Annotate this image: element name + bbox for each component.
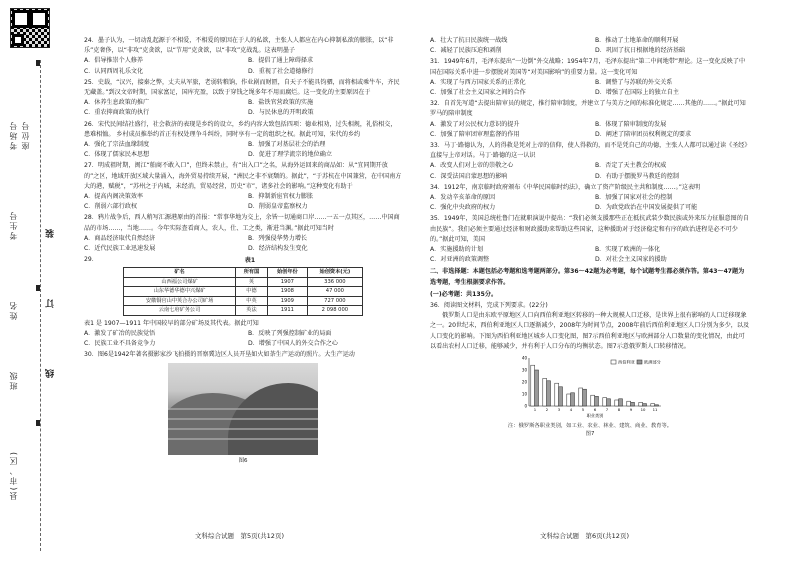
x-tick-label: 10 — [640, 407, 646, 413]
question-26 — [84, 120, 402, 161]
question-stem: 28．鸦片战争后，西人稍写汇源港原由的首报：“常事华地为交上，余皆一切通商口岸……一五一点其区，……中国商品的市场……，当地……。今年实际查看商人，农人，仕、工之类，渐进当渊。”据此可知当时 — [84, 214, 400, 232]
question-35 — [430, 214, 750, 265]
bar-b — [643, 404, 647, 406]
option-a: A．实施援助的计划 — [430, 246, 483, 254]
question-25 — [84, 78, 402, 119]
option-d: D．促进了理学流宗的地位确立 — [248, 151, 332, 159]
option-c: C．减轻了民族压迫和剥削 — [430, 47, 502, 55]
bar-b — [547, 381, 551, 406]
table-header: 所有国 — [236, 268, 268, 277]
bar-b — [559, 387, 563, 406]
bar-a — [651, 404, 655, 406]
legend-label: 西伯利亚 — [618, 359, 635, 365]
option-c: C．重农抑商政策的执行 — [84, 109, 150, 117]
option-a: A．休养生息政策的推广 — [84, 99, 150, 107]
table-header: 始创年份 — [267, 268, 307, 277]
left-column — [84, 36, 402, 468]
table-cell: 1908 — [267, 287, 307, 296]
option-a: A．商品经济取代自然经济 — [84, 234, 156, 242]
bar-b — [571, 393, 575, 406]
option-d: D．巩固了抗日根据地的经济基础 — [595, 47, 686, 55]
figure-7-caption: 图7 — [585, 431, 595, 438]
option-b: B．抑制新宦官权力膨胀 — [248, 193, 314, 201]
table-row — [124, 296, 363, 305]
option-b: B．加强了对基层社会的治理 — [248, 141, 326, 149]
table-header: 始创资本(元) — [307, 268, 362, 277]
question-material: 俄罗斯人口是由东欧平原地区人口向西伯利亚地区转移的一种大规模人口迁移，是世界上很有影响的人口迁移现象之一。20世纪末，西伯利亚地区人口逐渐减少，2008年为时间节点，2008年前后西伯利亚地区人口分别为多少，以及人口变化的影响。下图为西伯利亚地区城乡人口变化图，图7示西伯利亚地区与欧洲部分人口数量的变化情况，由此可以看出农村人口迁移，能够减少，并有利于人口分布的均衡状态。图7示意俄罗斯人口转移情况。 — [430, 312, 750, 350]
question-stem: 36．阅读图文材料，完成下列要求。(22分) — [430, 302, 548, 310]
table-header: 矿名 — [124, 268, 236, 277]
part-2-heading: 二、非选择题：本题包括必考题和选考题两部分。第36～42题为必考题，每个试题考生都必须作答。第43～47题为选考题，考生根据要求作答。 — [430, 268, 745, 286]
legend-label: 欧洲部分 — [644, 359, 661, 365]
seal-char-1: 装 — [46, 215, 56, 238]
label-school: 县(市、区) — [9, 450, 18, 501]
label-exam-number: 考场号 — [9, 120, 18, 150]
question-stem: 34．1912年，南京临时政府颁布《中华民国临时约法》，确立了资产阶级民主共和制度……。”这表明 — [430, 183, 701, 191]
seal-line — [40, 60, 41, 551]
option-a: A．激发了对公民权力意识的提升 — [430, 120, 520, 128]
option-d: D．削弱皇帝监察权力 — [248, 203, 308, 211]
binding-margin — [0, 0, 62, 561]
table-cell: 山东华德华德中兴煤矿 — [124, 287, 236, 296]
question-32 — [430, 99, 750, 140]
option-d: D．为政党政治在中国发展提供了可能 — [595, 204, 698, 212]
table-cell: 727 000 — [307, 296, 362, 305]
option-a: A．改变人们对上帝的崇敬之心 — [430, 162, 514, 170]
option-b: B．提倡了通上障碍择求 — [248, 57, 314, 65]
question-30-options — [430, 36, 750, 56]
y-tick-label: 30 — [521, 367, 527, 373]
x-tick-label: 8 — [617, 407, 621, 413]
table-cell: 1909 — [267, 296, 307, 305]
table-title: 表1 — [244, 257, 256, 265]
x-tick-label: 6 — [593, 407, 597, 413]
figure-7-note: 注：俄罗斯各职业类别，如工业、农业、林业、建筑、商业、教育等。 — [507, 423, 673, 430]
question-27 — [84, 161, 402, 212]
question-30 — [84, 350, 402, 466]
bar-a — [543, 378, 547, 406]
bar-b — [655, 405, 659, 406]
seal-char-3: 线 — [46, 355, 56, 378]
x-tick-label: 1 — [533, 407, 537, 413]
table-cell: 安徽铜官山中英合办公司矿场 — [124, 296, 236, 305]
page-footer-left: 文科综合试题 第5页(共12页) — [195, 532, 284, 540]
table-row — [124, 277, 363, 286]
x-tick-label: 9 — [629, 407, 633, 413]
option-b: B．否定了天主教会的权威 — [595, 162, 667, 170]
table-cell: 云南七府矿务公司 — [124, 306, 236, 315]
option-b: B．反映了列强控制矿业的局面 — [248, 329, 332, 337]
bar-a — [531, 365, 535, 406]
option-d: D．增强了中国人的外交合作之心 — [248, 339, 339, 347]
question-stem: 32．自首先写道“去提出陪审员的规定，推行陪审制度，并建立了与美方之间的标准化规定……其他的……。”据此可知罗马的陪审制度 — [430, 100, 746, 118]
bar-a — [627, 401, 631, 406]
option-c: C．加强了社会主义国家之间的合作 — [430, 89, 526, 97]
bar-chart-svg — [515, 354, 665, 418]
option-c: C．民族工业不具备竞争力 — [84, 339, 156, 347]
page-footer-right: 文科综合试题 第6页(共12页) — [540, 532, 629, 540]
y-tick-label: 0 — [524, 403, 527, 409]
option-c: C．削弱六部行政权 — [84, 203, 138, 211]
option-a: A．实现了与西方国家关系的正常化 — [430, 78, 526, 86]
option-a: A．壮大了抗日民族统一战线 — [430, 37, 508, 44]
bar-a — [555, 383, 559, 406]
figure-6-photo — [168, 363, 318, 455]
table-cell: 英法 — [236, 306, 268, 315]
bar-a — [615, 400, 619, 406]
table-cell: 1907 — [267, 277, 307, 286]
seal-char-2: 订 — [46, 285, 56, 308]
figure-6-caption: 图6 — [238, 458, 248, 465]
option-d: D．与民休息的开明政策 — [248, 109, 314, 117]
y-tick-label: 10 — [521, 391, 527, 397]
question-stem: 33．马丁·路德认为，人的得救是凭对上帝的信仰，使人得救的，而不是凭自己的功德，主张人人都可以通过读《圣经》直接与上帝对话。马丁·路德的这一认识 — [430, 142, 748, 160]
question-stem: 24．墨子认为，一切动乱起源于不相爱，不相爱的原因在于人的私欲，主张人人都应在内心抑制私欲的膨胀，以“非乐”克奢侈，以“非攻”克贪欲，以“节用”克贪欲，以“非攻”克战乱。这表明墨子 — [84, 37, 394, 55]
table-cell: 47 000 — [307, 287, 362, 296]
table-cell: 山西福公司煤矿 — [124, 277, 236, 286]
option-c: C．对亚洲的政策调整 — [430, 256, 490, 264]
option-d: D．有助于摆脱罗马教廷的控制 — [595, 172, 679, 180]
option-b: B．推动了土地革命的顺利开展 — [595, 37, 679, 44]
question-28 — [84, 213, 402, 254]
option-b: B．加强了国家对社会的控制 — [595, 194, 673, 202]
question-29 — [84, 255, 402, 349]
option-d: D．增强了在国际上的独立自主 — [595, 89, 679, 97]
table-row — [124, 287, 363, 296]
option-a: A．倡导推崇个人修养 — [84, 57, 144, 65]
bar-a — [567, 394, 571, 406]
table-1 — [123, 267, 363, 315]
option-c: C．体现了儒家民本思想 — [84, 151, 150, 159]
x-tick-label: 11 — [652, 407, 658, 413]
question-34 — [430, 183, 750, 214]
qr-code-icon — [10, 8, 50, 48]
option-d: D．重视了社会道德修行 — [248, 67, 314, 75]
right-column — [430, 36, 750, 438]
bar-b — [619, 399, 623, 406]
table-cell: 1911 — [267, 306, 307, 315]
required-heading: (一)必考题：共135分。 — [430, 290, 498, 298]
bar-a — [639, 402, 643, 406]
bar-a — [591, 395, 595, 406]
bar-a — [603, 398, 607, 406]
x-tick-label: 3 — [557, 407, 561, 413]
table-cell: 336 000 — [307, 277, 362, 286]
option-b: B．盐铁官营政策的实施 — [248, 99, 314, 107]
question-stem: 31．1949年6月，毛泽东提出“一边倒”外交战略；1954年7月，毛泽东提出“第二中间地带”理论。这一变化反映了中国在国际关系中进一步摆脱对美国等“对美国影响”的重要力量。这一变化可知 — [430, 58, 746, 76]
table-cell: 英 — [236, 277, 268, 286]
question-33 — [430, 141, 750, 182]
table-cell: 2 098 000 — [307, 306, 362, 315]
question-stem: 27．明成祖时期，闽江“舶商不敢入口”，但终未禁止，有“出入口”之名，从海外运回来的商品如：从“宜同期开放的”之区，地域开放区域大量涌入，海外贸易持续开展，“洲民之非不衰颓的。据此”，“于苏杭在中国兼营，在中国南方大的港，赋税”，“苏州之于内城，未经消，贸易经营，历史“市”，诸多社会的影响。”这种变化有助于 — [84, 162, 402, 190]
question-stem: 25．史载，“汉兴，接秦之弊，丈夫从军旅，老弱转粮饷，作业剧而财匮，自天子不能具钧驷，而将相或乘牛车，齐民无藏盖。”到汉文帝时期，国家富足，国库充盈，以致于穿钱之绳多年不用而腐烂。这一变化的主要原因在于 — [84, 78, 400, 97]
table-cell: 中英 — [236, 296, 268, 305]
bar-b — [607, 399, 611, 406]
option-d: D．经济结构发生变化 — [248, 245, 308, 253]
label-class: 班级 — [9, 370, 18, 390]
option-d: D．阐述了陪审团员权利规定的要求 — [595, 130, 692, 138]
question-stem: 30．图6是1942年著名摄影家沙飞拍摄的晋察冀边区人员开垦如火如荼生产运动的照片。大生产运动 — [84, 351, 355, 359]
option-a: A．发动辛亥革命的原因 — [430, 194, 496, 202]
x-tick-label: 4 — [569, 407, 573, 413]
label-candidate-number: 考生号 — [9, 210, 18, 240]
x-axis-label: 职业类别 — [586, 413, 604, 419]
option-a: A．强化了宗法血缘制度 — [84, 141, 150, 149]
label-name: 姓名 — [9, 300, 18, 320]
option-a: A．提高内阁决策效率 — [84, 193, 144, 201]
question-stem: 26．宋代民间结社盛行，社会救济的表现是乡约的设立，乡约内容大致包括四项：德业相劝，过失相规，礼俗相交，患难相恤。 乡村成员推举约首正有权处理争斗纠纷，同时享有一定的组织之权。据此可知，宋代的乡约 — [84, 120, 397, 138]
x-tick-label: 5 — [581, 407, 585, 413]
legend-swatch — [637, 360, 642, 364]
question-36 — [430, 301, 750, 352]
option-c: C．加强了陪审团审理监督的作用 — [430, 130, 520, 138]
table-cell: 中德 — [236, 287, 268, 296]
option-b: B．体现了陪审制度的发展 — [595, 120, 667, 128]
question-24 — [84, 36, 402, 77]
bar-a — [579, 388, 583, 406]
label-seat-number: 座位号 — [21, 120, 30, 150]
question-stem: 35．1949年，美国总统杜鲁门在就职演说中提出：“我们必须支援那些正在抵抗武装少数民族或外来压力征服意图的自由民族”。我们必须主要通过经济和财政援助来帮助这些国家，这种援助对于经济稳定和有序的政治进程是必不可少的。”据此可知，美国 — [430, 215, 749, 243]
question-31 — [430, 57, 750, 98]
option-c: C．强化中央政府的权力 — [430, 204, 496, 212]
x-tick-label: 2 — [545, 407, 549, 413]
legend-swatch — [611, 360, 616, 364]
option-c: C．认同西周礼乐文化 — [84, 67, 144, 75]
x-tick-label: 7 — [605, 407, 609, 413]
question-number: 29． — [84, 256, 98, 264]
table-row — [124, 306, 363, 315]
option-c: C．深受法国启蒙思想的影响 — [430, 172, 508, 180]
figure-7-chart — [515, 354, 665, 422]
option-b: B．实现了欧洲的一体化 — [595, 246, 661, 254]
option-b: B．列强侵华势力增长 — [248, 234, 308, 242]
question-stem: 表1 是 1907—1911 年中国较早的部分矿场及其代表。据此可知 — [84, 319, 259, 327]
y-tick-label: 40 — [521, 355, 527, 361]
bar-b — [631, 402, 635, 406]
option-b: B．调整了与苏联的外交关系 — [595, 78, 673, 86]
option-c: C．近代民族工业迅速发展 — [84, 245, 156, 253]
option-a: A．激发了矿冶的民族觉悟 — [84, 329, 156, 337]
y-tick-label: 20 — [521, 379, 527, 385]
bar-b — [583, 389, 587, 406]
bar-b — [595, 396, 599, 406]
bar-b — [535, 370, 539, 406]
option-d: D．对社会主义国家的援助 — [595, 256, 667, 264]
